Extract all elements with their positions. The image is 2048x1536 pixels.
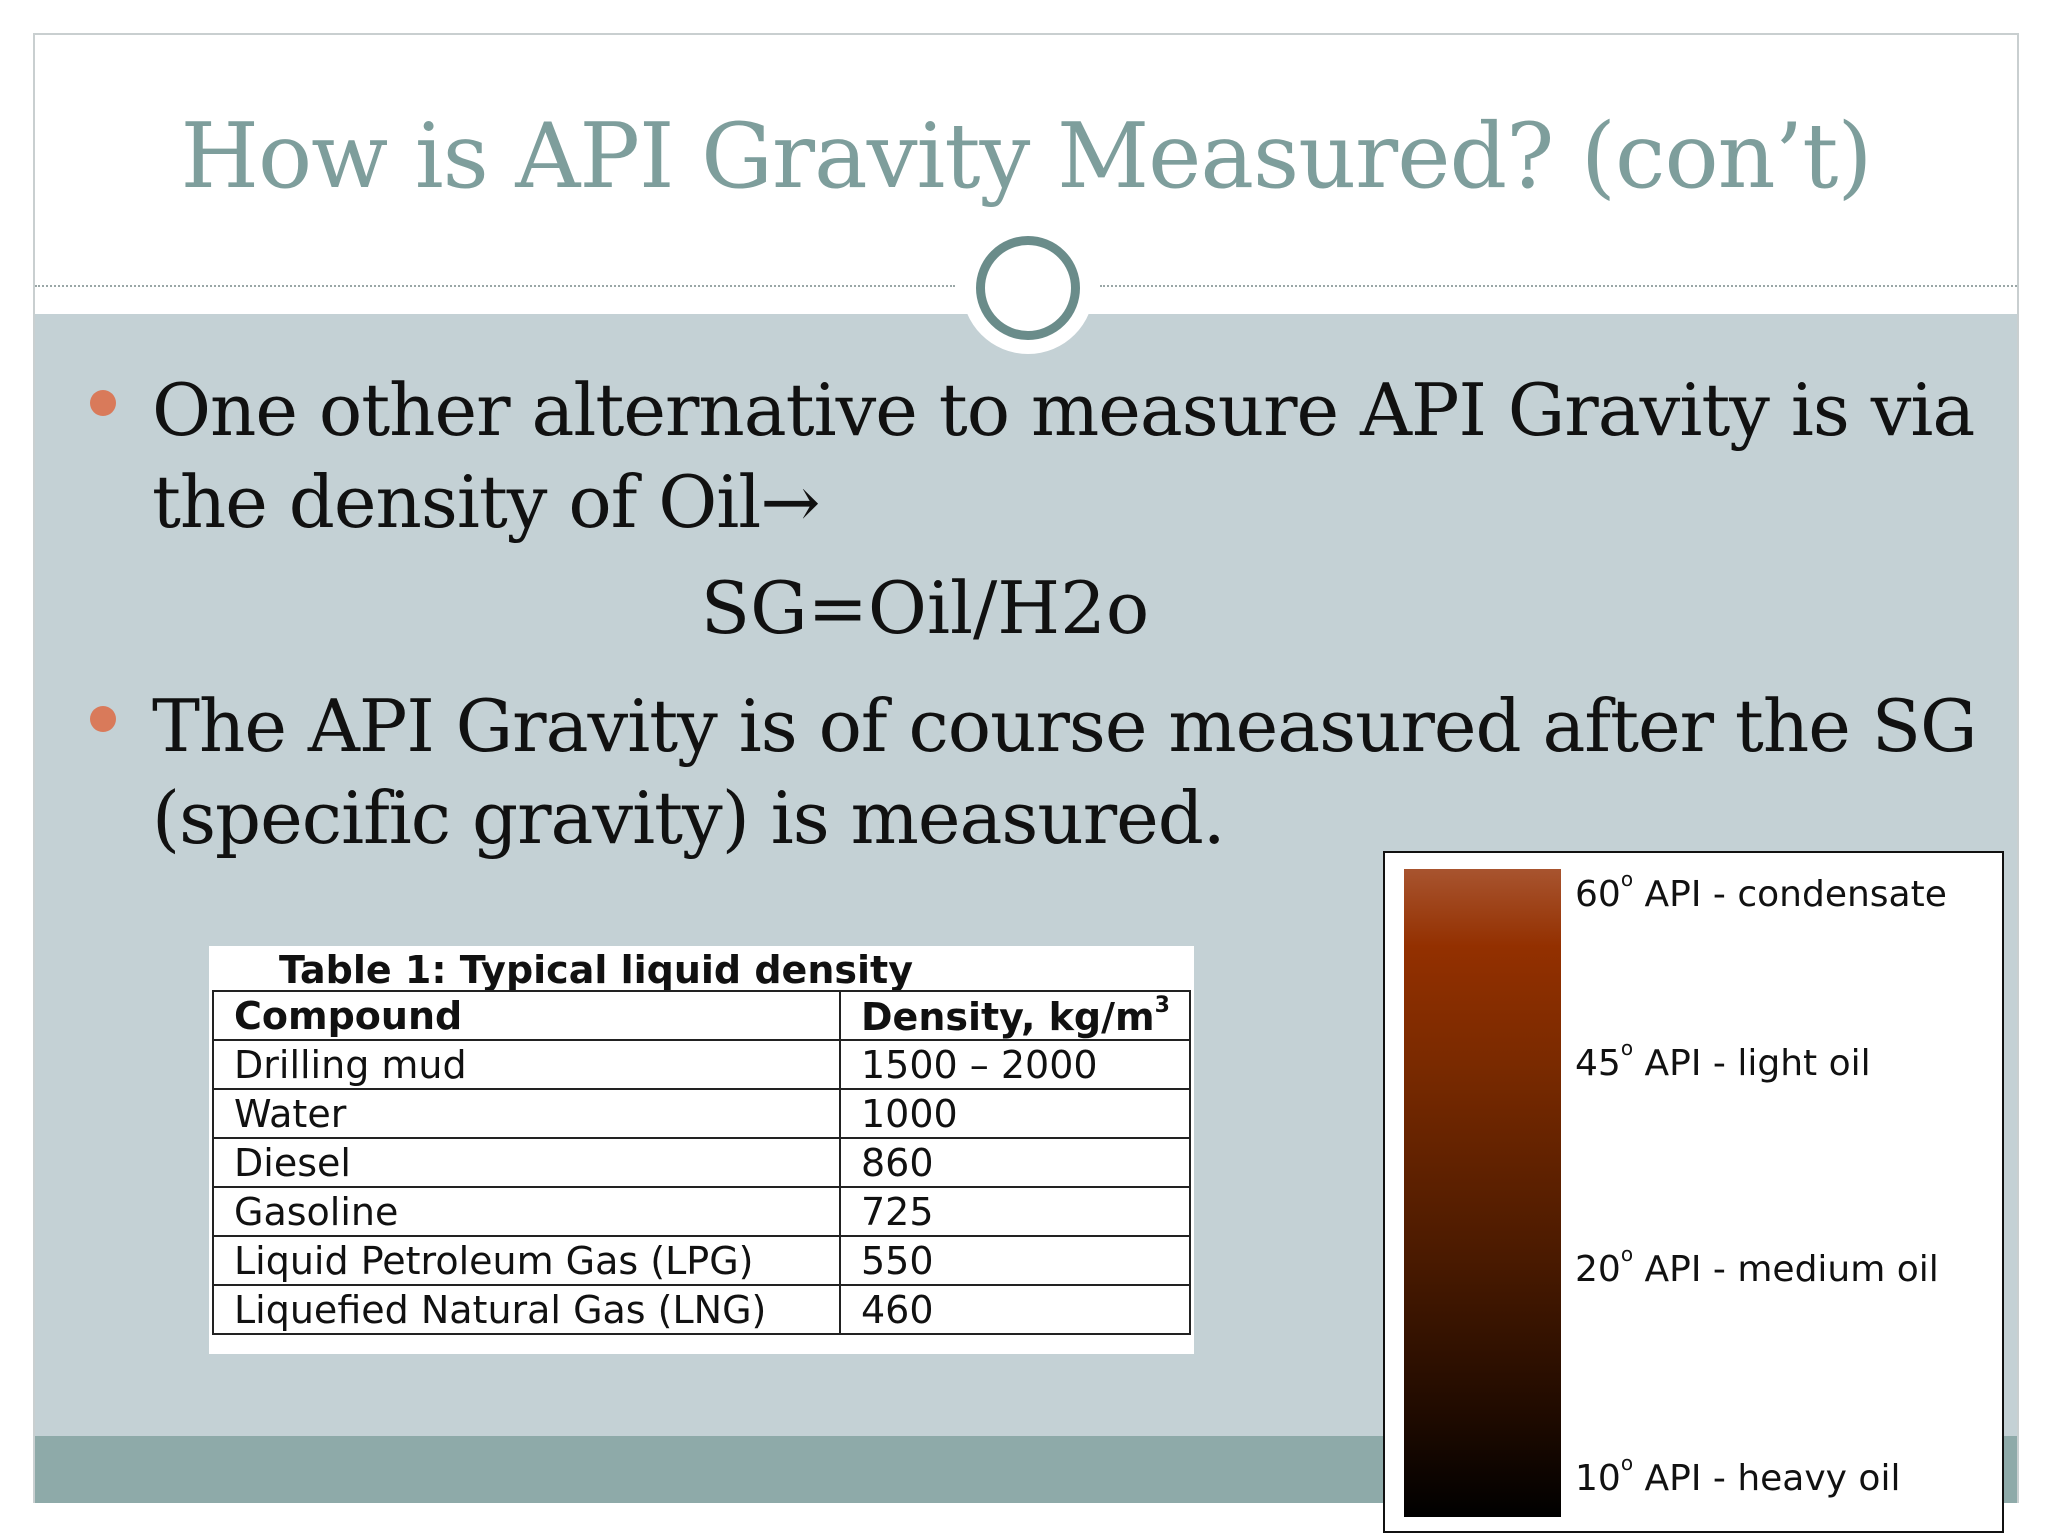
slide-title: How is API Gravity Measured? (con’t): [180, 104, 1872, 209]
bullet-line: (specific gravity) is measured.: [152, 776, 1225, 860]
bullet-text: [152, 680, 1977, 864]
header-density-superscript: 3: [1154, 992, 1170, 1018]
header-density-label: Density, kg/m: [861, 994, 1155, 1039]
api-level-label: [1575, 1242, 1939, 1290]
table-row: [213, 1040, 1190, 1089]
title-divider-right: [1100, 285, 2017, 287]
degree-mark: o: [1620, 1242, 1634, 1266]
api-color-gradient: [1404, 869, 1561, 1517]
api-level-label: [1575, 867, 1947, 915]
cell-density: 550: [840, 1236, 1190, 1285]
header-density: [840, 991, 1190, 1040]
bullet-item-2: [90, 680, 1977, 864]
api-scale-image: [1383, 851, 2004, 1533]
table-caption: Table 1: Typical liquid density: [279, 948, 913, 992]
density-table: [212, 990, 1191, 1335]
api-level-text: API - medium oil: [1644, 1249, 1939, 1290]
bullet-dot-icon: [90, 706, 116, 732]
table-row: [213, 1236, 1190, 1285]
title-divider-left: [35, 285, 955, 287]
api-level-label: [1575, 1036, 1871, 1084]
bullet-line: One other alternative to measure API Gravity is via: [152, 368, 1975, 452]
table-row: [213, 1187, 1190, 1236]
api-level-label: [1575, 1451, 1900, 1499]
table-row: [213, 1138, 1190, 1187]
cell-compound: Liquid Petroleum Gas (LPG): [213, 1236, 840, 1285]
cell-density: 1000: [840, 1089, 1190, 1138]
cell-compound: Drilling mud: [213, 1040, 840, 1089]
api-level-text: API - condensate: [1644, 874, 1947, 915]
cell-compound: Liquefied Natural Gas (LNG): [213, 1285, 840, 1334]
sg-formula: SG=Oil/H2o: [700, 566, 1150, 650]
api-level-text: API - light oil: [1644, 1043, 1871, 1084]
bullet-line: the density of Oil→: [152, 460, 820, 544]
api-level-value: 60: [1575, 874, 1621, 915]
cell-density: 725: [840, 1187, 1190, 1236]
table-row: [213, 1285, 1190, 1334]
api-level-value: 20: [1575, 1249, 1621, 1290]
api-level-value: 45: [1575, 1043, 1621, 1084]
header-compound: Compound: [213, 991, 840, 1040]
circle-ring-icon: [976, 236, 1080, 340]
bullet-item-1: [90, 364, 1975, 548]
api-level-text: API - heavy oil: [1644, 1458, 1901, 1499]
cell-density: 460: [840, 1285, 1190, 1334]
cell-density: 1500 – 2000: [840, 1040, 1190, 1089]
bullet-line: The API Gravity is of course measured after the SG: [152, 684, 1977, 768]
cell-compound: Water: [213, 1089, 840, 1138]
cell-compound: Gasoline: [213, 1187, 840, 1236]
bullet-text: [152, 364, 1975, 548]
cell-density: 860: [840, 1138, 1190, 1187]
table-header-row: [213, 991, 1190, 1040]
api-level-value: 10: [1575, 1458, 1621, 1499]
degree-mark: o: [1620, 1036, 1634, 1060]
degree-mark: o: [1620, 1451, 1634, 1475]
cell-compound: Diesel: [213, 1138, 840, 1187]
density-table-image: [209, 946, 1194, 1354]
bullet-dot-icon: [90, 390, 116, 416]
degree-mark: o: [1620, 867, 1634, 891]
table-row: [213, 1089, 1190, 1138]
